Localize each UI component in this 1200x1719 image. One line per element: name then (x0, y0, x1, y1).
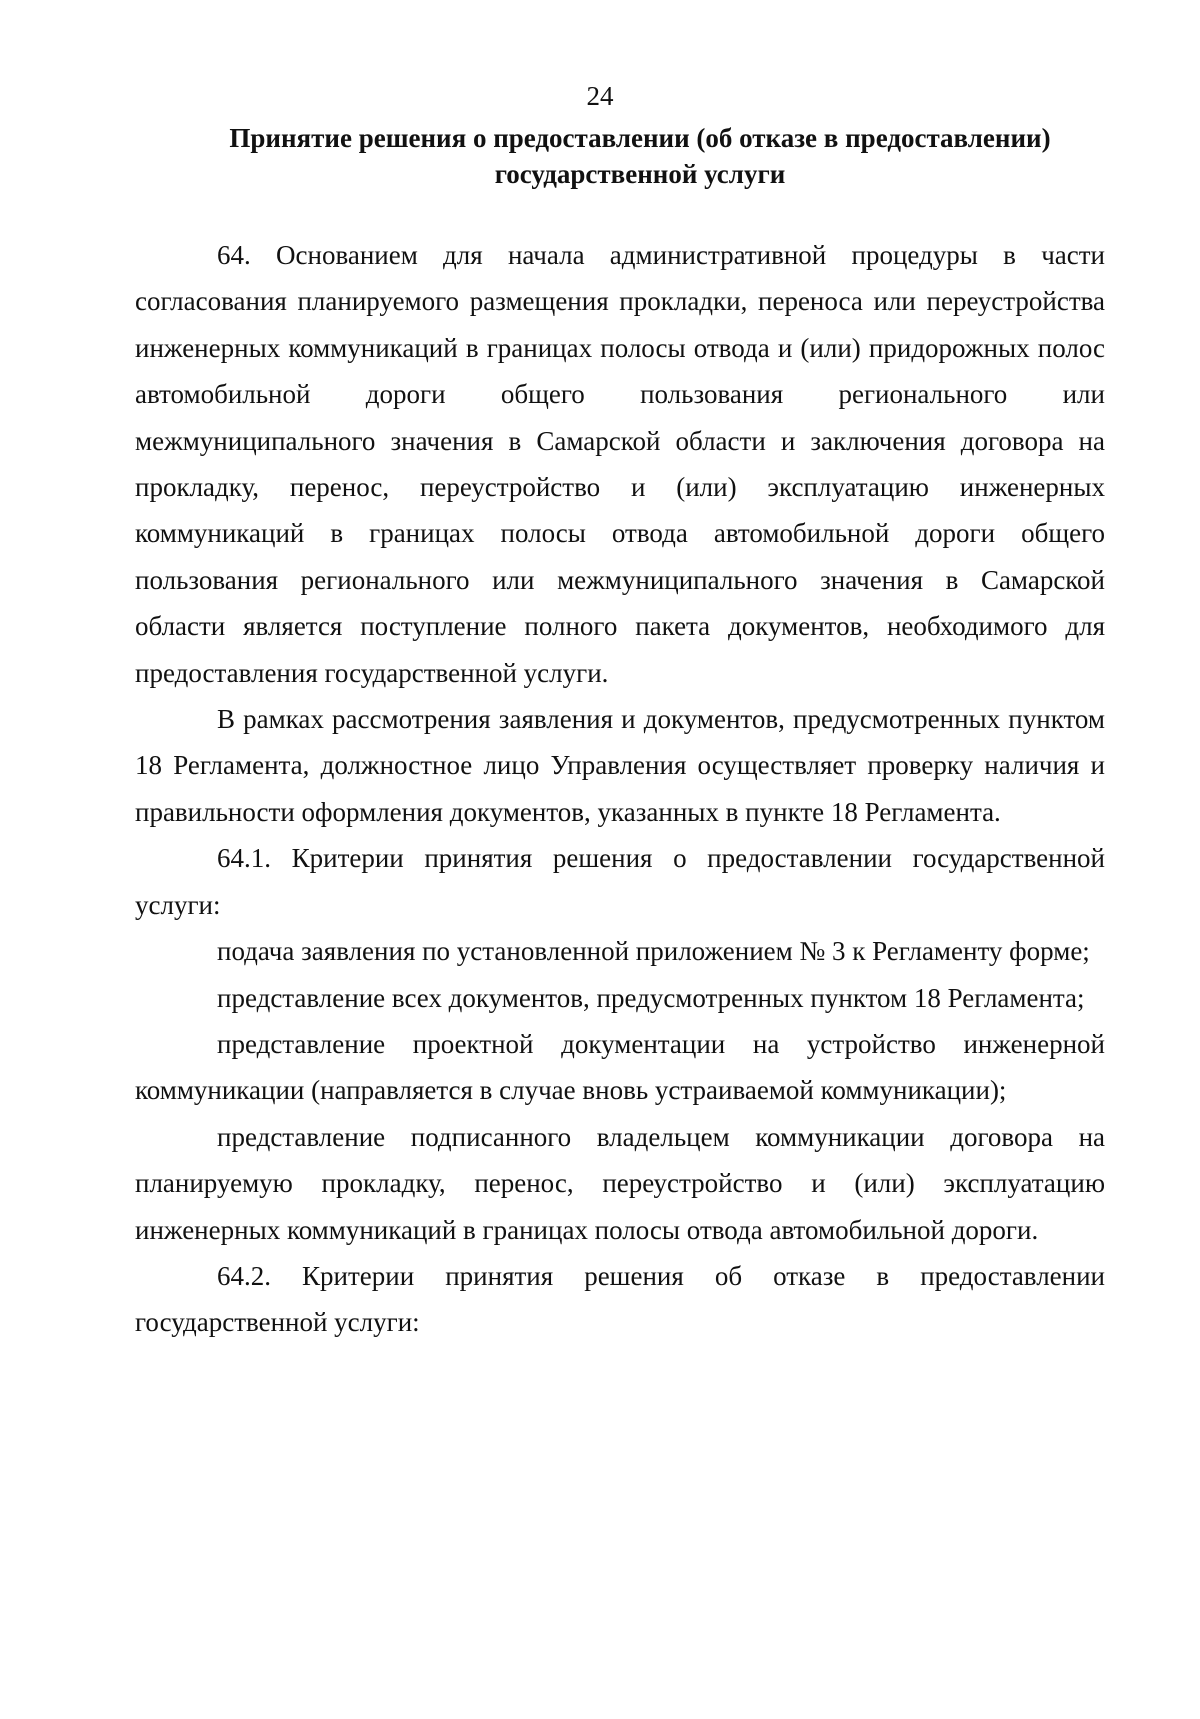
criterion-signed-contract: представление подписанного владельцем коммуникации договора на планируемую прокладку, перенос, переустройство и (или) эксплуатацию инженерных коммуникаций в границах полосы отвода автомобильной дороги. (135, 1121, 1105, 1245)
criterion-project-documentation: представление проектной документации на устройство инженерной коммуникации (направляется в случае вновь устраиваемой коммуникации); (135, 1028, 1105, 1106)
criterion-application-form: подача заявления по установленной приложением № 3 к Регламенту форме; (217, 936, 1090, 967)
paragraph-review: В рамках рассмотрения заявления и документов, предусмотренных пунктом 18 Регламента, должностное лицо Управления осуществляет проверку наличия и правильности оформления документов, указанных в пункте 18 Регламента. (135, 704, 1105, 827)
criterion-all-documents: представление всех документов, предусмотренных пунктом 18 Регламента; (217, 982, 1085, 1013)
paragraph-64-1: 64.1. Критерии принятия решения о предоставлении государственной услуги: (135, 843, 1105, 920)
page-number: 24 (586, 81, 614, 111)
paragraph-64: 64. Основанием для начала административной процедуры в части согласования планируемого размещения прокладки, переноса или переустройства инженерных коммуникаций в границах полосы отвода и (или) придорожных полос автомобильной дороги общего пользования регионального или межмуниципального значения в Самарской области и заключения договора на прокладку, перенос, переустройство и (или) эксплуатацию инженерных коммуникаций в границах полосы отвода автомобильной дороги общего пользования регионального или межмуниципального значения в Самарской области является поступление полного пакета документов, необходимого для предоставления государственной услуги. (135, 240, 1105, 688)
paragraph-64-2: 64.2. Критерии принятия решения об отказе в предоставлении государственной услуги: (135, 1260, 1105, 1338)
section-heading: Принятие решения о предоставлении (об отказе в предоставлении) государственной услуги (229, 123, 1051, 189)
document-body (135, 232, 1105, 1346)
